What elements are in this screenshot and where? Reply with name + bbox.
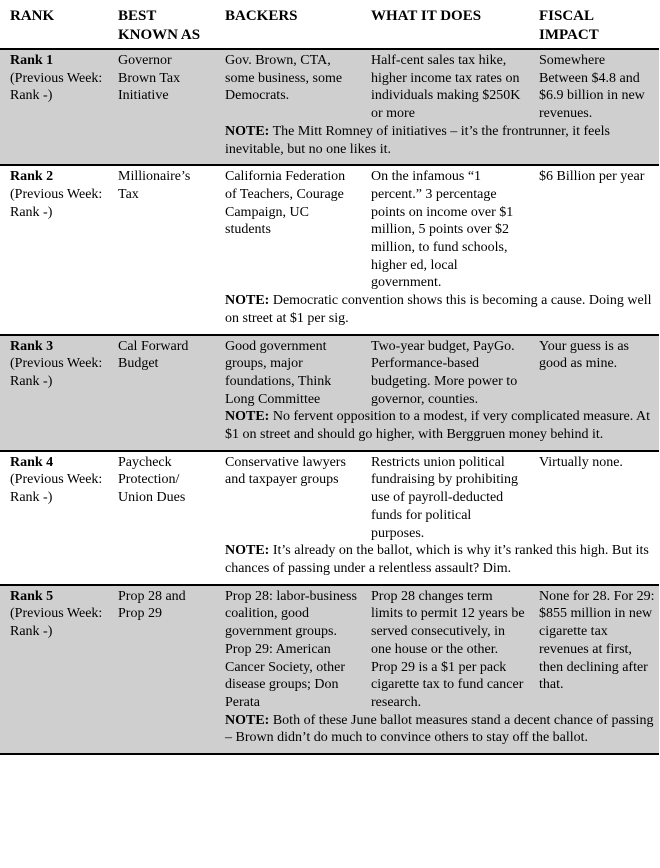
what-it-does-cell: Half-cent sales tax hike, higher income tax rates on individuals making $250K or more (361, 49, 529, 123)
table-row (0, 451, 659, 543)
backers-cell: Conservative lawyers and taxpayer groups (215, 451, 361, 543)
header-backers: BACKERS (225, 8, 298, 24)
rank-previous: (Previous Week: Rank -) (10, 472, 103, 506)
note-cell (215, 408, 659, 450)
rank-cell (0, 335, 108, 409)
note-row (0, 542, 659, 584)
note-row (0, 712, 659, 754)
note-label: NOTE: (225, 712, 270, 728)
fiscal-impact-cell: Virtually none. (529, 451, 659, 543)
rank-title: Rank 4 (10, 454, 54, 470)
best-known-as-cell: Governor Brown Tax Initiative (108, 49, 215, 123)
note-label: NOTE: (225, 409, 270, 425)
note-cell (215, 123, 659, 165)
rank-previous: (Previous Week: Rank -) (10, 606, 103, 640)
best-known-as-cell: Prop 28 and Prop 29 (108, 585, 215, 712)
rank-previous: (Previous Week: Rank -) (10, 70, 103, 104)
note-row (0, 123, 659, 165)
fiscal-impact-cell: Somewhere Between $4.8 and $6.9 billion in new revenues. (529, 49, 659, 123)
rank-cell (0, 585, 108, 712)
rank-1-group (0, 49, 659, 165)
note-row (0, 292, 659, 334)
table-row (0, 335, 659, 409)
note-cell (215, 542, 659, 584)
note-text: Democratic convention shows this is becoming a cause. Doing well on street at $1 per sig. (225, 293, 652, 326)
header-rank: RANK (10, 8, 55, 24)
rank-previous: (Previous Week: Rank -) (10, 186, 103, 220)
fiscal-impact-cell: Your guess is as good as mine. (529, 335, 659, 409)
rank-5-group (0, 585, 659, 754)
rank-title: Rank 1 (10, 53, 54, 68)
note-cell (215, 292, 659, 334)
backers-cell: Gov. Brown, CTA, some business, some Democrats. (215, 49, 361, 123)
table-row (0, 165, 659, 292)
rank-title: Rank 5 (10, 588, 54, 604)
table-row (0, 49, 659, 123)
rank-3-group (0, 335, 659, 451)
note-label: NOTE: (225, 543, 270, 559)
what-it-does-cell (361, 585, 529, 712)
rank-title: Rank 3 (10, 338, 54, 354)
best-known-as-cell: Millionaire’s Tax (108, 165, 215, 292)
backers-cell (215, 585, 361, 712)
what-it-does-line: Prop 29 is a $1 per pack cigarette tax to fund cancer research. (371, 659, 524, 710)
note-cell (215, 712, 659, 754)
what-it-does-line: Prop 28 changes term limits to permit 12 years be served consecutively, in one house or the other. (371, 588, 525, 657)
note-text: It’s already on the ballot, which is why it’s ranked this high. But its chances of passing under a relentless assault? Dim. (225, 543, 649, 576)
rank-4-group (0, 451, 659, 585)
fiscal-impact-cell: $6 Billion per year (529, 165, 659, 292)
table-row (0, 585, 659, 712)
note-text: No fervent opposition to a modest, if very complicated measure. At $1 on street and should go higher, with Berggruen money behind it. (225, 409, 650, 443)
rank-title: Rank 2 (10, 169, 54, 185)
backers-line: Prop 28: labor-business coalition, good government groups. (225, 588, 357, 640)
what-it-does-cell: Restricts union political fundraising by prohibiting use of payroll-deducted funds for political purposes. (361, 451, 529, 543)
backers-line: Prop 29: American Cancer Society, other disease groups; Don Perata (225, 641, 345, 710)
rank-previous: (Previous Week: Rank -) (10, 356, 103, 389)
header-fiscal-impact: FISCAL IMPACT (539, 8, 599, 43)
rank-cell (0, 165, 108, 292)
backers-cell: California Federation of Teachers, Courage Campaign, UC students (215, 165, 361, 292)
best-known-as-cell: Cal Forward Budget (108, 335, 215, 409)
note-label: NOTE: (225, 123, 270, 139)
rank-cell (0, 451, 108, 543)
fiscal-impact-cell: None for 28. For 29: $855 million in new cigarette tax revenues at first, then declining after that. (529, 585, 659, 712)
rank-2-group (0, 165, 659, 334)
backers-cell: Good government groups, major foundations, Think Long Committee (215, 335, 361, 409)
best-known-as-cell: Paycheck Protection/ Union Dues (108, 451, 215, 543)
note-label: NOTE: (225, 293, 270, 309)
what-it-does-cell: On the infamous “1 percent.” 3 percentage points on income over $1 million, 5 points over $2 million, to fund schools, higher ed, local government. (361, 165, 529, 292)
rank-cell (0, 49, 108, 123)
table-header-row (0, 0, 659, 49)
what-it-does-cell: Two-year budget, PayGo. Performance-based budgeting. More power to governor, counties. (361, 335, 529, 409)
note-text: Both of these June ballot measures stand a decent chance of passing – Brown didn’t do much to convince others to stay off the ballot. (225, 712, 654, 746)
header-best-known-as: BEST KNOWN AS (118, 8, 201, 43)
note-row (0, 408, 659, 450)
note-text: The Mitt Romney of initiatives – it’s the frontrunner, it feels inevitable, but no one likes it. (225, 123, 610, 157)
header-what-it-does: WHAT IT DOES (371, 8, 482, 24)
